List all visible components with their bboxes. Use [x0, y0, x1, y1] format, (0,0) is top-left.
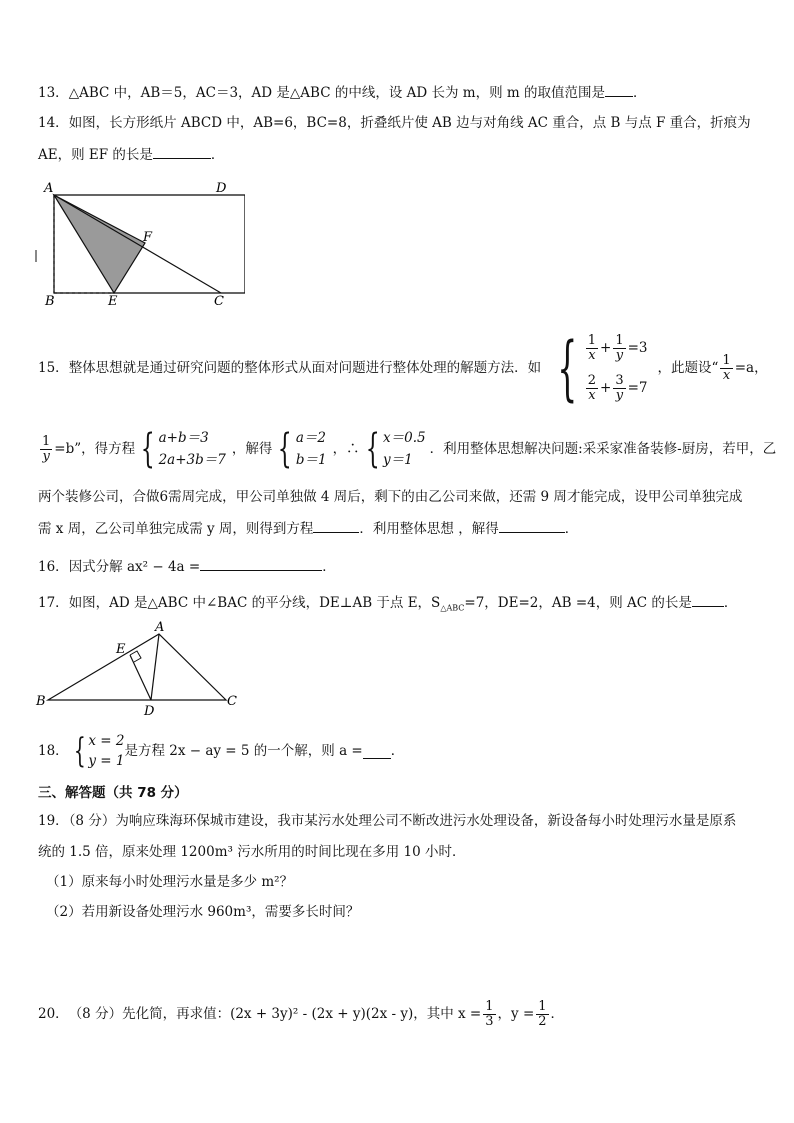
frac-den: x [722, 367, 731, 383]
q18-answer-blank[interactable] [363, 744, 391, 759]
right-angle-mark [130, 651, 141, 662]
label-a: A [44, 181, 54, 196]
label-c: C [227, 694, 237, 709]
question-14-line2 [38, 144, 224, 165]
q15-line4a: 需 x 周，乙公司单独完成需 y 周，则得到方程 [38, 521, 314, 537]
q17-number: 17． [38, 595, 69, 611]
q17-answer-blank[interactable] [692, 592, 724, 607]
frac-num: 1 [42, 433, 51, 449]
sol2: b＝1 [295, 452, 327, 468]
q14-tail: ． [210, 147, 225, 163]
q15-solve-text: ，解得 [231, 441, 273, 457]
q14-text-2: AE，则 EF 的长是 [38, 147, 153, 163]
label-d: D [216, 181, 227, 196]
perpendicular-de [130, 655, 151, 700]
label-e: E [108, 294, 118, 308]
brace-icon: { [278, 426, 293, 472]
question-20 [38, 992, 564, 1036]
brace-icon: { [140, 426, 155, 472]
q13-tail: ． [632, 85, 647, 101]
question-14-line1 [38, 113, 751, 133]
q16-answer-blank[interactable] [200, 556, 322, 571]
label-a: A [155, 620, 165, 635]
question-19-line2 [38, 842, 465, 862]
q20-number: 20． [38, 1006, 69, 1022]
q18-number: 18． [38, 743, 69, 759]
question-15-line2 [38, 424, 776, 474]
q15-set-b-tail: =b”，得方程 [54, 441, 136, 457]
therefore-symbol: ，∴ [332, 441, 360, 457]
frac-den: y [615, 347, 624, 363]
q17-text-a: 如图，AD 是△ABC 中∠BAC 的平分线，DE⊥AB 于点 E，S [68, 595, 441, 611]
brace-icon: { [365, 426, 380, 472]
q13-number: 13． [38, 85, 69, 101]
label-f: F [143, 230, 153, 245]
frac-num: 2 [587, 372, 597, 388]
frac-num: 1 [587, 332, 597, 348]
q15-set-a-tail: =a， [734, 360, 768, 376]
q15-set-a: ，此题设“ [657, 360, 719, 376]
sol3: x＝0.5 [383, 430, 426, 446]
q16-tail: ． [322, 559, 336, 575]
shaded-triangle-aef [54, 195, 145, 293]
eq2: 2a+3b＝7 [158, 452, 226, 468]
eq1: a+b＝3 [158, 430, 209, 446]
question-19-part2 [46, 902, 359, 922]
frac-num: 1 [615, 332, 624, 348]
question-19-line1 [38, 811, 736, 831]
q19-part2: （2）若用新设备处理污水 960m³，需要多长时间？ [46, 904, 360, 920]
brace-icon: { [557, 327, 578, 409]
q18-system [69, 731, 125, 771]
q14-rectangle-figure [30, 178, 245, 308]
q17-text-b: =7，DE=2，AB =4，则 AC 的长是 [464, 595, 692, 611]
q13-text: △ABC 中，AB＝5，AC＝3，AD 是△ABC 的中线，设 AD 长为 m，则 m 的取值范围是 [68, 85, 605, 101]
question-19-part1 [46, 872, 293, 892]
label-e: E [116, 642, 126, 657]
q15-number: 15． [38, 360, 69, 376]
frac-num: 3 [615, 372, 624, 388]
q15-answer-blank-2[interactable] [499, 518, 565, 533]
q20-tail: ． [550, 1006, 565, 1022]
q17-triangle-figure [30, 618, 250, 720]
q19-number: 19． [38, 813, 69, 829]
frac-den: x [588, 347, 596, 363]
label-b: B [36, 694, 46, 709]
q19-line1: （8 分）为响应珠海环保城市建设，我市某污水处理公司不断改进污水处理设备，新设备每小时处理污水量是原系 [68, 813, 737, 829]
q13-answer-blank[interactable] [605, 82, 633, 97]
label-b: B [45, 294, 55, 308]
frac-den: y [615, 387, 624, 403]
frac-num: 1 [722, 352, 731, 368]
frac-den: 2 [538, 1013, 547, 1029]
q19-part1: （1）原来每小时处理污水量是多少 m²？ [46, 874, 294, 890]
frac-den: 3 [485, 1013, 494, 1029]
q14-number: 14． [38, 115, 69, 131]
q15-intro: 整体思想就是通过研究问题的整体形式从面对问题进行整体处理的解题方法．如 [68, 360, 542, 376]
bisector-ad [151, 634, 159, 700]
frac-den: x [588, 387, 596, 403]
q19-line2: 统的 1.5 倍，原来处理 1200m³ 污水所用的时间比现在多用 10 小时． [38, 844, 466, 860]
q18-text: 是方程 2x − ay = 5 的一个解，则 a = [124, 743, 363, 759]
sol4: y＝1 [383, 452, 413, 468]
q15-line4b: ．利用整体思想 ，解得 [359, 521, 499, 537]
question-15-line1 [38, 323, 768, 413]
label-c: C [214, 294, 224, 308]
brace-icon: { [73, 731, 86, 771]
label-d: D [144, 704, 155, 719]
question-15-line3 [38, 487, 742, 507]
q20-mid: ，y = [497, 1006, 535, 1022]
question-13 [38, 82, 646, 103]
frac-num: 1 [485, 998, 494, 1014]
q20-text: （8 分）先化简，再求值：(2x + 3y)² - (2x + y)(2x - y)，其中 x = [68, 1006, 482, 1022]
question-15-line4 [38, 518, 578, 539]
q14-text: 如图，长方形纸片 ABCD 中，AB=6，BC=8，折叠纸片使 AB 边与对角线 AC 重合，点 B 与点 F 重合，折痕为 [68, 115, 751, 131]
q14-answer-blank[interactable] [153, 144, 211, 159]
q15-system-1: { $\frac{1}{x}$ + $\frac{1}{y}$ =3 $\frac{2}{x}$ + $\frac{3}{y}$ =7 [557, 327, 648, 409]
q15-system-3 [272, 427, 326, 471]
frac-num: 1 [538, 998, 547, 1014]
q17-tail: ． [723, 595, 738, 611]
q15-answer-blank-1[interactable] [313, 518, 359, 533]
q15-line4c: ． [564, 521, 579, 537]
question-18 [38, 728, 404, 774]
diagonal-ac [54, 195, 221, 293]
frac-den: y [42, 448, 50, 464]
sys1-line1-tail: =3 [627, 340, 648, 356]
q18-tail: ． [390, 743, 405, 759]
q15-system-4 [360, 427, 426, 471]
question-17 [38, 592, 737, 619]
q15-tail: ．利用整体思想解决问题:采采家准备装修-厨房，若甲，乙 [429, 441, 777, 457]
question-16 [38, 556, 336, 577]
q15-line3: 两个装修公司，合做6需周完成，甲公司单独做 4 周后，剩下的由乙公司来做，还需 9 周才能完成，设甲公司单独完成 [38, 489, 743, 505]
triangle-abc [48, 634, 226, 700]
sys1-line2-tail: =7 [627, 380, 648, 396]
q16-text: 因式分解 ax² − 4a = [68, 559, 201, 575]
q15-system-2 [135, 427, 226, 471]
q16-number: 16． [38, 559, 69, 575]
q18-sys1: x = 2 [88, 733, 125, 749]
sol1: a＝2 [295, 430, 326, 446]
q18-sys2: y = 1 [88, 753, 125, 769]
section-3-title: 三、解答题（共 78 分） [38, 785, 188, 801]
q17-sub: △ABC [440, 603, 465, 613]
